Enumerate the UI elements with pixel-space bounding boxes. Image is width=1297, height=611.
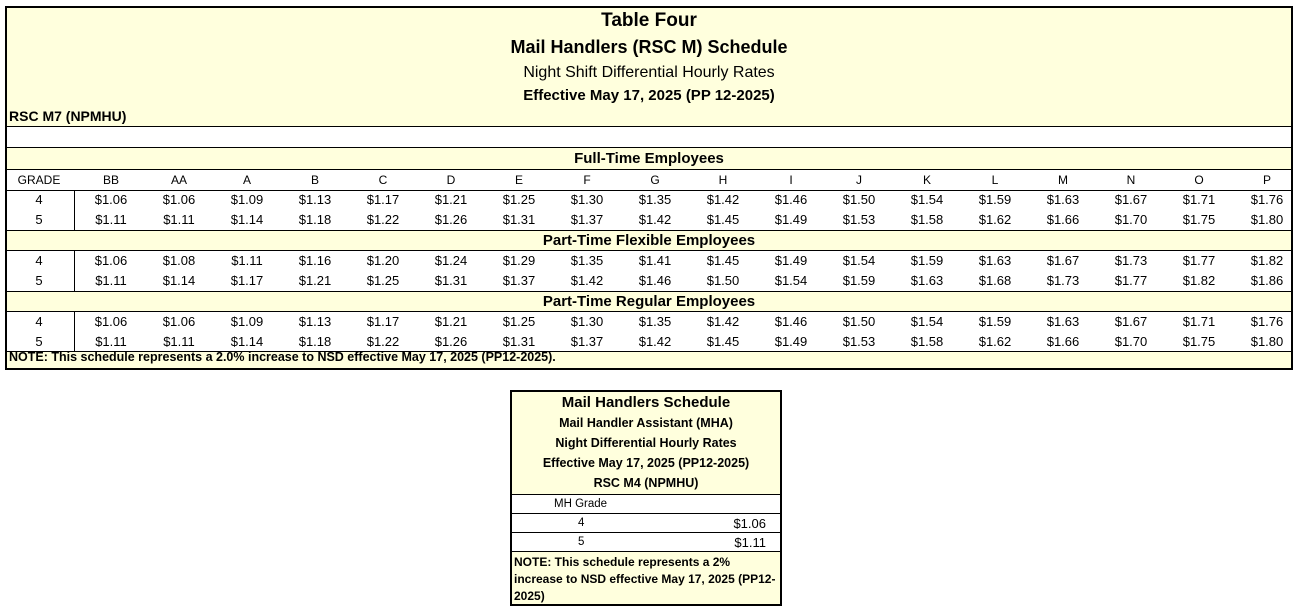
rate-cell: $1.11 bbox=[163, 212, 195, 227]
grade-cell: 5 bbox=[35, 273, 43, 288]
column-header: J bbox=[856, 173, 862, 187]
rate-cell: $1.13 bbox=[298, 192, 332, 207]
rate-cell: $1.86 bbox=[1250, 273, 1284, 288]
rate-cell: $1.06 bbox=[162, 192, 196, 207]
rate-cell: $1.17 bbox=[230, 273, 264, 288]
rate-cell: $1.68 bbox=[978, 273, 1012, 288]
mha-grade: 4 bbox=[578, 517, 585, 529]
rate-cell: $1.50 bbox=[842, 192, 876, 207]
rate-cell: $1.59 bbox=[978, 314, 1012, 329]
blank-band bbox=[7, 127, 1291, 147]
rate-cell: $1.45 bbox=[706, 253, 740, 268]
rate-cell: $1.53 bbox=[842, 212, 876, 227]
mha-rate: $1.06 bbox=[733, 516, 766, 531]
rate-cell: $1.30 bbox=[570, 192, 604, 207]
rate-cell: $1.37 bbox=[570, 212, 604, 227]
rate-cell: $1.63 bbox=[1046, 192, 1080, 207]
rate-cell: $1.54 bbox=[910, 314, 944, 329]
table-four bbox=[5, 6, 1293, 370]
rate-cell: $1.18 bbox=[298, 212, 332, 227]
column-header: BB bbox=[102, 173, 119, 187]
column-header: L bbox=[991, 173, 999, 187]
rate-cell: $1.70 bbox=[1114, 212, 1148, 227]
mha-title: Mail Handlers Schedule bbox=[561, 394, 731, 411]
rates-subtitle: Night Shift Differential Hourly Rates bbox=[523, 64, 775, 81]
rate-cell: $1.37 bbox=[502, 273, 536, 288]
table-row bbox=[7, 251, 1291, 271]
rate-cell: $1.71 bbox=[1182, 314, 1216, 329]
column-header: C bbox=[378, 173, 388, 187]
rate-cell: $1.26 bbox=[434, 212, 468, 227]
rate-cell: $1.22 bbox=[366, 334, 400, 349]
grade-cell: 4 bbox=[35, 314, 43, 329]
rate-cell: $1.24 bbox=[434, 253, 468, 268]
rate-cell: $1.42 bbox=[638, 212, 672, 227]
mha-subtitle: Mail Handler Assistant (MHA) bbox=[559, 416, 733, 430]
column-header: K bbox=[922, 173, 931, 187]
rate-cell: $1.62 bbox=[978, 212, 1012, 227]
rate-cell: $1.06 bbox=[94, 314, 128, 329]
grade-cell: 5 bbox=[35, 334, 43, 349]
rate-cell: $1.21 bbox=[434, 314, 468, 329]
rate-cell: $1.31 bbox=[434, 273, 468, 288]
schedule-title: Mail Handlers (RSC M) Schedule bbox=[510, 37, 788, 57]
rate-cell: $1.31 bbox=[502, 212, 536, 227]
table-row bbox=[512, 533, 780, 552]
rate-cell: $1.09 bbox=[230, 314, 264, 329]
rate-cell: $1.59 bbox=[842, 273, 876, 288]
rate-cell: $1.67 bbox=[1114, 314, 1148, 329]
rate-cell: $1.29 bbox=[502, 253, 536, 268]
column-header: GRADE bbox=[17, 173, 61, 187]
rate-cell: $1.42 bbox=[570, 273, 604, 288]
rate-cell: $1.50 bbox=[706, 273, 740, 288]
grade-cell: 4 bbox=[35, 253, 43, 268]
section-title-part-time-flexible: Part-Time Flexible Employees bbox=[7, 230, 1291, 251]
rate-cell: $1.54 bbox=[910, 192, 944, 207]
effective-date: Effective May 17, 2025 (PP 12-2025) bbox=[523, 87, 775, 104]
table-row bbox=[512, 514, 780, 533]
mh-grade-header: MH Grade bbox=[554, 498, 608, 510]
column-header: P bbox=[1262, 173, 1271, 187]
rate-cell: $1.77 bbox=[1114, 273, 1148, 288]
rate-cell: $1.21 bbox=[434, 192, 468, 207]
rate-cell: $1.49 bbox=[774, 334, 808, 349]
rate-cell: $1.66 bbox=[1046, 212, 1080, 227]
rate-cell: $1.14 bbox=[162, 273, 196, 288]
rate-cell: $1.35 bbox=[570, 253, 604, 268]
rate-cell: $1.82 bbox=[1182, 273, 1216, 288]
rate-cell: $1.67 bbox=[1046, 253, 1080, 268]
rate-cell: $1.13 bbox=[298, 314, 332, 329]
column-header: B bbox=[310, 173, 319, 187]
rate-cell: $1.75 bbox=[1182, 212, 1216, 227]
mha-effective-date: Effective May 17, 2025 (PP12-2025) bbox=[542, 456, 750, 470]
rate-cell: $1.46 bbox=[774, 314, 808, 329]
rate-cell: $1.49 bbox=[774, 212, 808, 227]
table-row bbox=[7, 210, 1291, 230]
rate-cell: $1.14 bbox=[230, 212, 264, 227]
rate-cell: $1.37 bbox=[570, 334, 604, 349]
rate-cell: $1.67 bbox=[1114, 192, 1148, 207]
mha-rate: $1.11 bbox=[734, 535, 766, 550]
rate-cell: $1.11 bbox=[95, 334, 127, 349]
rate-cell: $1.66 bbox=[1046, 334, 1080, 349]
rsc-label: RSC M7 (NPMHU) bbox=[9, 108, 127, 124]
rate-cell: $1.31 bbox=[502, 334, 536, 349]
rate-cell: $1.41 bbox=[638, 253, 672, 268]
rate-cell: $1.30 bbox=[570, 314, 604, 329]
rate-cell: $1.22 bbox=[366, 212, 400, 227]
rate-cell: $1.45 bbox=[706, 212, 740, 227]
rate-cell: $1.73 bbox=[1046, 273, 1080, 288]
rate-cell: $1.76 bbox=[1250, 192, 1284, 207]
rate-cell: $1.82 bbox=[1250, 253, 1284, 268]
rate-cell: $1.59 bbox=[978, 192, 1012, 207]
column-header: A bbox=[242, 173, 251, 187]
rate-cell: $1.06 bbox=[162, 314, 196, 329]
column-header: G bbox=[650, 173, 660, 187]
rate-cell: $1.09 bbox=[230, 192, 264, 207]
rate-cell: $1.63 bbox=[978, 253, 1012, 268]
rate-cell: $1.42 bbox=[706, 314, 740, 329]
rate-cell: $1.06 bbox=[94, 253, 128, 268]
rate-cell: $1.62 bbox=[978, 334, 1012, 349]
column-header: O bbox=[1194, 173, 1204, 187]
grade-divider bbox=[74, 251, 75, 291]
column-header: AA bbox=[170, 173, 187, 187]
column-header: D bbox=[446, 173, 456, 187]
mha-grade: 5 bbox=[578, 536, 585, 548]
column-header: H bbox=[718, 173, 728, 187]
rate-cell: $1.71 bbox=[1182, 192, 1216, 207]
column-header: E bbox=[514, 173, 523, 187]
rate-cell: $1.18 bbox=[298, 334, 332, 349]
rate-cell: $1.73 bbox=[1114, 253, 1148, 268]
grade-divider bbox=[74, 191, 75, 231]
rate-cell: $1.70 bbox=[1114, 334, 1148, 349]
rate-cell: $1.53 bbox=[842, 334, 876, 349]
mha-header-row bbox=[512, 495, 780, 514]
rate-cell: $1.06 bbox=[94, 192, 128, 207]
table-row bbox=[7, 312, 1291, 332]
column-header-row bbox=[7, 170, 1291, 190]
rate-cell: $1.50 bbox=[842, 314, 876, 329]
rate-cell: $1.46 bbox=[774, 192, 808, 207]
section-title-part-time-regular: Part-Time Regular Employees bbox=[7, 291, 1291, 312]
mha-rates-title: Night Differential Hourly Rates bbox=[555, 436, 737, 450]
grade-cell: 4 bbox=[35, 192, 43, 207]
rate-cell: $1.54 bbox=[774, 273, 808, 288]
table-title: Table Four bbox=[601, 10, 697, 31]
rate-cell: $1.80 bbox=[1250, 334, 1284, 349]
grade-cell: 5 bbox=[35, 212, 43, 227]
rate-cell: $1.49 bbox=[774, 253, 808, 268]
rate-cell: $1.11 bbox=[231, 253, 263, 268]
rate-cell: $1.11 bbox=[95, 273, 127, 288]
column-header: I bbox=[789, 173, 793, 187]
rate-cell: $1.25 bbox=[366, 273, 400, 288]
rate-cell: $1.17 bbox=[366, 314, 400, 329]
rate-cell: $1.20 bbox=[366, 253, 400, 268]
rate-cell: $1.54 bbox=[842, 253, 876, 268]
column-header: N bbox=[1126, 173, 1136, 187]
rate-cell: $1.58 bbox=[910, 212, 944, 227]
rate-cell: $1.58 bbox=[910, 334, 944, 349]
mha-table bbox=[510, 390, 782, 606]
rate-cell: $1.76 bbox=[1250, 314, 1284, 329]
mha-rsc: RSC M4 (NPMHU) bbox=[593, 476, 699, 490]
rate-cell: $1.75 bbox=[1182, 334, 1216, 349]
rate-cell: $1.80 bbox=[1250, 212, 1284, 227]
column-header: M bbox=[1058, 173, 1068, 187]
rate-cell: $1.45 bbox=[706, 334, 740, 349]
table-row bbox=[7, 271, 1291, 291]
table-row bbox=[7, 332, 1291, 352]
rate-cell: $1.21 bbox=[298, 273, 332, 288]
rate-cell: $1.11 bbox=[95, 212, 127, 227]
table-row bbox=[7, 190, 1291, 210]
rate-cell: $1.77 bbox=[1182, 253, 1216, 268]
rate-cell: $1.46 bbox=[638, 273, 672, 288]
section-title-full-time: Full-Time Employees bbox=[7, 148, 1291, 170]
rate-cell: $1.42 bbox=[638, 334, 672, 349]
rate-cell: $1.35 bbox=[638, 192, 672, 207]
rate-cell: $1.14 bbox=[230, 334, 264, 349]
column-header: F bbox=[583, 173, 591, 187]
rate-cell: $1.63 bbox=[1046, 314, 1080, 329]
rate-cell: $1.59 bbox=[910, 253, 944, 268]
rate-cell: $1.63 bbox=[910, 273, 944, 288]
schedule-note: NOTE: This schedule represents a 2.0% increase to NSD effective May 17, 2025 (PP12-2025). bbox=[9, 350, 556, 364]
rate-cell: $1.26 bbox=[434, 334, 468, 349]
rate-cell: $1.17 bbox=[366, 192, 400, 207]
rate-cell: $1.42 bbox=[706, 192, 740, 207]
grade-divider bbox=[74, 312, 75, 351]
rate-cell: $1.08 bbox=[162, 253, 196, 268]
rate-cell: $1.25 bbox=[502, 314, 536, 329]
rate-cell: $1.25 bbox=[502, 192, 536, 207]
rate-cell: $1.16 bbox=[298, 253, 332, 268]
rate-cell: $1.11 bbox=[163, 334, 195, 349]
mha-note: NOTE: This schedule represents a 2% increase to NSD effective May 17, 2025 (PP12-2025) bbox=[514, 555, 776, 603]
rate-cell: $1.35 bbox=[638, 314, 672, 329]
